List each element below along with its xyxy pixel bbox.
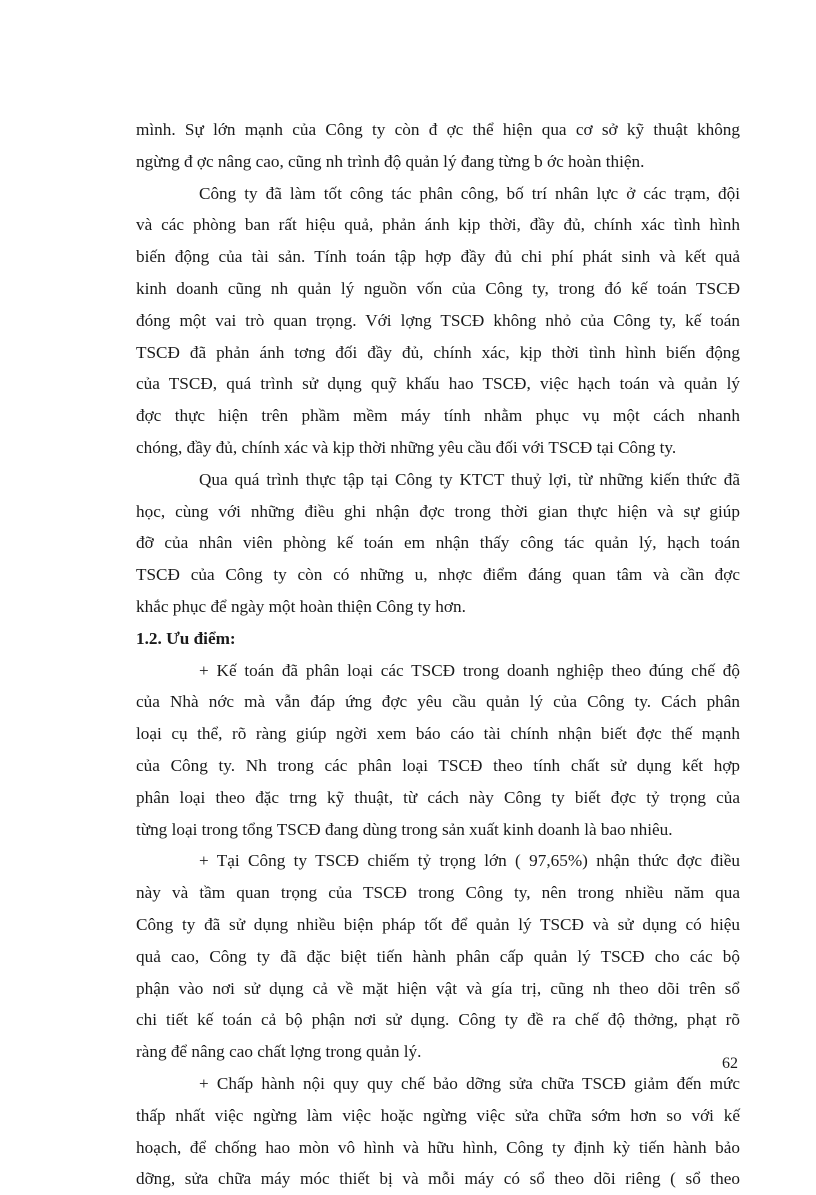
text-line: dỡng, sửa chữa máy móc thiết bị và mỗi máy có sổ theo dõi riêng ( sổ theo	[136, 1169, 740, 1189]
text-line: TSCĐ đã phản ánh tơng đối đầy đủ, chính xác, kịp thời tình hình biến động	[136, 342, 740, 362]
text-line: chi tiết kế toán cả bộ phận nơi sử dụng. Công ty đề ra chế độ thởng, phạt rõ	[136, 1010, 740, 1030]
text-line: của TSCĐ, quá trình sử dụng quỹ khấu hao TSCĐ, việc hạch toán và quản lý	[136, 374, 740, 394]
page-number: 62	[722, 1055, 738, 1072]
text-line: đợc thực hiện trên phầm mềm máy tính nhằm phục vụ một cách nhanh	[136, 406, 740, 426]
text-line: + Kế toán đã phân loại các TSCĐ trong doanh nghiệp theo đúng chế độ	[199, 660, 740, 680]
text-line: quả cao, Công ty đã đặc biệt tiến hành phân cấp quản lý TSCĐ cho các bộ	[136, 946, 740, 966]
text-line: từng loại trong tổng TSCĐ đang dùng trong sản xuất kinh doanh là bao nhiêu.	[136, 819, 673, 839]
text-line: Công ty đã sử dụng nhiều biện pháp tốt để quản lý TSCĐ và sử dụng có hiệu	[136, 914, 740, 934]
text-line: và các phòng ban rất hiệu quả, phản ánh kịp thời, đầy đủ, chính xác tình hình	[136, 215, 740, 235]
text-line: ngừng đ ợc nâng cao, cũng nh trình độ quản lý đang từng b ớc hoàn thiện.	[136, 151, 645, 171]
text-line: Qua quá trình thực tập tại Công ty KTCT thuỷ lợi, từ những kiến thức đã	[199, 469, 740, 489]
text-line: TSCĐ của Công ty còn có những u, nhợc điểm đáng quan tâm và cần đợc	[136, 565, 740, 585]
text-line: khắc phục để ngày một hoàn thiện Công ty hơn.	[136, 596, 466, 616]
text-line: phận vào nơi sử dụng cả về mặt hiện vật và gía trị, cũng nh theo dõi trên sổ	[136, 978, 740, 998]
text-line: của Nhà nớc mà vẫn đáp ứng đợc yêu cầu quản lý của Công ty. Cách phân	[136, 692, 740, 712]
text-line: chóng, đầy đủ, chính xác và kịp thời những yêu cầu đối với TSCĐ tại Công ty.	[136, 437, 677, 457]
text-line: đóng một vai trò quan trọng. Với lợng TSCĐ không nhỏ của Công ty, kế toán	[136, 310, 740, 330]
text-line: hoạch, để chống hao mòn vô hình và hữu hình, Công ty định kỳ tiến hành bảo	[136, 1137, 740, 1157]
text-line: này và tầm quan trọng của TSCĐ trong Công ty, nên trong nhiều năm qua	[136, 883, 740, 903]
text-line: + Chấp hành nội quy quy chế bảo dỡng sửa chữa TSCĐ giảm đến mức	[199, 1073, 740, 1093]
text-line: loại cụ thể, rõ ràng giúp ngời xem báo cáo tài chính nhận biết đợc thế mạnh	[136, 724, 740, 744]
text-line: + Tại Công ty TSCĐ chiếm tỷ trọng lớn ( 97,65%) nhận thức đợc điều	[199, 851, 740, 871]
text-line: của Công ty. Nh trong các phân loại TSCĐ theo tính chất sử dụng kết hợp	[136, 755, 740, 775]
text-line: phân loại theo đặc trng kỹ thuật, từ cách này Công ty biết đợc tỷ trọng của	[136, 787, 740, 807]
text-line: biến động của tài sản. Tính toán tập hợp đầy đủ chi phí phát sinh và kết quả	[136, 247, 740, 267]
document-page	[136, 114, 740, 1195]
text-line: ràng để nâng cao chất lợng trong quản lý.	[136, 1042, 422, 1062]
text-line: đỡ của nhân viên phòng kế toán em nhận thấy công tác quản lý, hạch toán	[136, 533, 740, 553]
section-heading: 1.2. Ưu điểm:	[136, 628, 236, 648]
text-line: kinh doanh cũng nh quản lý nguồn vốn của Công ty, trong đó kế toán TSCĐ	[136, 278, 740, 298]
text-line: mình. Sự lớn mạnh của Công ty còn đ ợc thể hiện qua cơ sở kỹ thuật không	[136, 120, 740, 139]
text-line: học, cùng với những điều ghi nhận đợc trong thời gian thực hiện và sự giúp	[136, 501, 740, 521]
text-line: thấp nhất việc ngừng làm việc hoặc ngừng việc sửa chữa sớm hơn so với kế	[136, 1105, 740, 1125]
text-line: Công ty đã làm tốt công tác phân công, bố trí nhân lực ở các trạm, đội	[199, 183, 740, 203]
